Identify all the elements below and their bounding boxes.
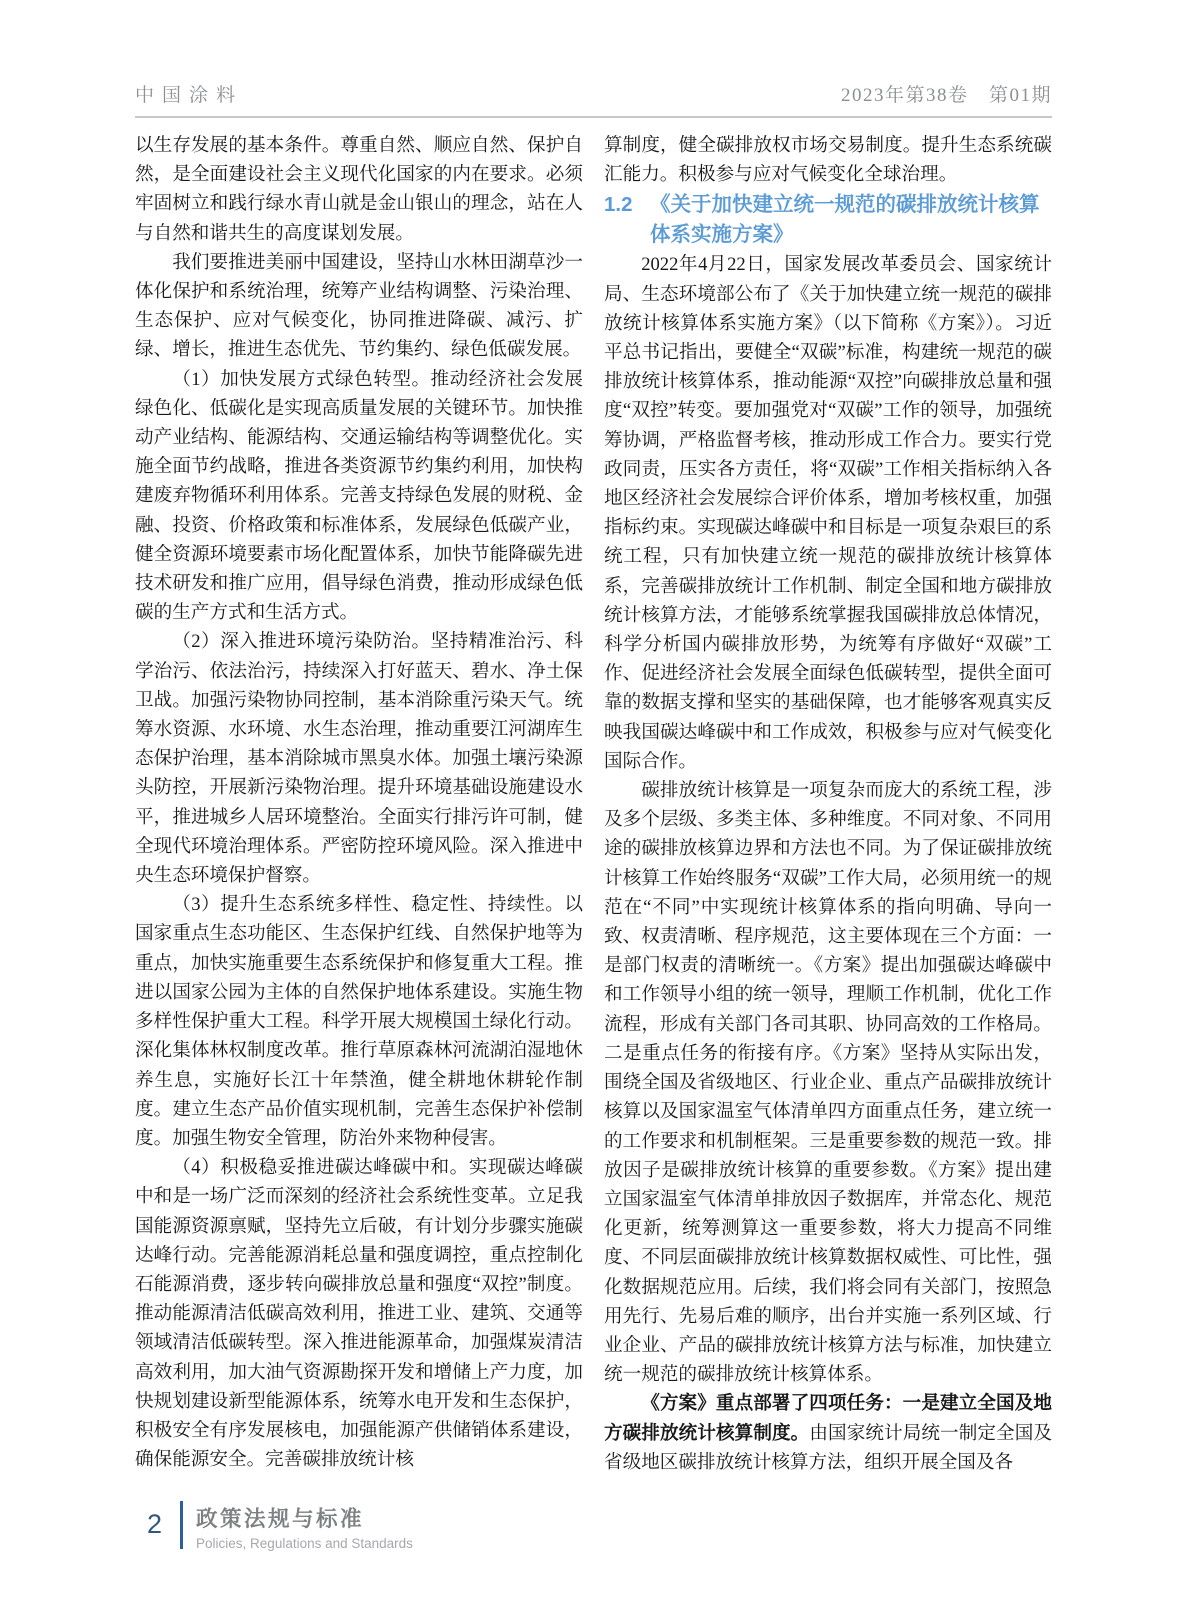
bold-lead-text: 《方案》重点部署了四项任务：一是建立全国及地方碳排放统计核算制度。 bbox=[604, 1393, 1052, 1444]
footer-section-titles bbox=[183, 1501, 413, 1551]
paragraph: 2022年4月22日，国家发展改革委员会、国家统计局、生态环境部公布了《关于加快建立统一规范的碳排放统计核算体系实施方案》（以下简称《方案》）。习近平总书记指出，要健全“双碳”标准，构建统一规范的碳排放统计核算体系，推动能源“双控”向碳排放总量和强度“双控”转变。要加强党对“双碳”工作的领导，加强统筹协调，严格监督考核，推动形成工作合力。要实行党政同责，压实各方责任，将“双碳”工作相关指标纳入各地区经济社会发展综合评价体系，增加考核权重，加强指标约束。实现碳达峰碳中和目标是一项复杂艰巨的系统工程，只有加快建立统一规范的碳排放统计核算体系，完善碳排放统计工作机制、制定全国和地方碳排放统计核算方法，才能够系统掌握我国碳排放总体情况，科学分析国内碳排放形势，为统筹有序做好“双碳”工作、促进经济社会发展全面绿色低碳转型，提供全面可靠的数据支撑和坚实的基础保障，也才能够客观真实反映我国碳达峰碳中和工作成效，积极参与应对气候变化国际合作。 bbox=[604, 254, 1052, 772]
paragraph: 以生存发展的基本条件。尊重自然、顺应自然、保护自然，是全面建设社会主义现代化国家的内在要求。必须牢固树立和践行绿水青山就是金山银山的理念，站在人与自然和谐共生的高度谋划发展。 bbox=[135, 135, 583, 244]
paragraph: （1）加快发展方式绿色转型。推动经济社会发展绿色化、低碳化是实现高质量发展的关键环节。加快推动产业结构、能源结构、交通运输结构等调整优化。实施全面节约战略，推进各类资源节约集约利用，加快构建废弃物循环利用体系。完善支持绿色发展的财税、金融、投资、价格政策和标准体系，发展绿色低碳产业，健全资源环境要素市场化配置体系，加快节能降碳先进技术研发和推广应用，倡导绿色消费，推动形成绿色低碳的生产方式和生活方式。 bbox=[135, 368, 583, 624]
paragraph: （3）提升生态系统多样性、稳定性、持续性。以国家重点生态功能区、生态保护红线、自然保护地等为重点，加快实施重要生态系统保护和修复重大工程。推进以国家公园为主体的自然保护地体系建设。实施生物多样性保护重大工程。科学开展大规模国土绿化行动。深化集体林权制度改革。推行草原森林河流湖泊湿地休养生息，实施好长江十年禁渔，健全耕地休耕轮作制度。建立生态产品价值实现机制，完善生态保护补偿制度。加强生物安全管理，防治外来物种侵害。 bbox=[135, 894, 583, 1149]
left-column bbox=[135, 131, 583, 1477]
paragraph: 碳排放统计核算是一项复杂而庞大的系统工程，涉及多个层级、多类主体、多种维度。不同对象、不同用途的碳排放核算边界和方法也不同。为了保证碳排放统计核算工作始终服务“双碳”工作大局，必须用统一的规范在“不同”中实现统计核算体系的指向明确、导向一致、权责清晰、程序规范，这主要体现在三个方面：一是部门权责的清晰统一。《方案》提出加强碳达峰碳中和工作领导小组的统一领导，理顺工作机制，优化工作流程，形成有关部门各司其职、协同高效的工作格局。二是重点任务的衔接有序。《方案》坚持从实际出发，围绕全国及省级地区、行业企业、重点产品碳排放统计核算以及国家温室气体清单四方面重点任务，建立统一的工作要求和机制框架。三是重要参数的规范一致。排放因子是碳排放统计核算的重要参数。《方案》提出建立国家温室气体清单排放因子数据库，并常态化、规范化更新，统筹测算这一重要参数，将大力提高不同维度、不同层面碳排放统计核算数据权威性、可比性，强化数据规范应用。后续，我们将会同有关部门，按照急用先行、先易后难的顺序，出台并实施一系列区域、行业企业、产品的碳排放统计核算方法与标准，加快建立统一规范的碳排放统计核算体系。 bbox=[604, 780, 1052, 1386]
section-title: 《关于加快建立统一规范的碳排放统计核算体系实施方案》 bbox=[650, 193, 1040, 246]
paragraph: 我们要推进美丽中国建设，坚持山水林田湖草沙一体化保护和系统治理，统筹产业结构调整、污染治理、生态保护、应对气候变化，协同推进降碳、减污、扩绿、增长，推进生态优先、节约集约、绿色低碳发展。 bbox=[135, 251, 583, 361]
footer-section-title-en: Policies, Regulations and Standards bbox=[196, 1536, 413, 1551]
article-body bbox=[135, 131, 1052, 1477]
paragraph: （4）积极稳妥推进碳达峰碳中和。实现碳达峰碳中和是一场广泛而深刻的经济社会系统性变革。立足我国能源资源禀赋，坚持先立后破，有计划分步骤实施碳达峰行动。完善能源消耗总量和强度调控，重点控制化石能源消费，逐步转向碳排放总量和强度“双控”制度。推动能源清洁低碳高效利用，推进工业、建筑、交通等领域清洁低碳转型。深入推进能源革命，加强煤炭清洁高效利用，加大油气资源勘探开发和增储上产力度，加快规划建设新型能源体系，统筹水电开发和生态保护，积极安全有序发展核电，加强能源产供储销体系建设，确保能源安全。完善碳排放统计核 bbox=[135, 1157, 583, 1471]
right-column bbox=[604, 131, 1052, 1477]
section-heading-1-2 bbox=[604, 190, 1052, 249]
paragraph: 算制度，健全碳排放权市场交易制度。提升生态系统碳汇能力。积极参与应对气候变化全球治理。 bbox=[604, 135, 1052, 186]
paragraph-rest: 由国家统计局统一制定全国及省级地区碳排放统计核算方法，组织开展全国及各 bbox=[604, 1422, 1052, 1473]
page-footer bbox=[137, 1501, 413, 1551]
journal-title: 中国涂料 bbox=[135, 85, 244, 106]
paragraph: （2）深入推进环境污染防治。坚持精准治污、科学治污、依法治污，持续深入打好蓝天、碧水、净土保卫战。加强污染物协同控制，基本消除重污染天气。统筹水资源、水环境、水生态治理，推动重要江河湖库生态保护治理，基本消除城市黑臭水体。加强土壤污染源头防控，开展新污染物治理。提升环境基础设施建设水平，推进城乡人居环境整治。全面实行排污许可制，健全现代环境治理体系。严密防控环境风险。深入推进中央生态环境保护督察。 bbox=[135, 631, 583, 887]
page-header bbox=[135, 80, 1052, 118]
paragraph-with-bold-lead bbox=[604, 1389, 1052, 1477]
issue-info: 2023年第38卷 第01期 bbox=[840, 85, 1052, 106]
page-number: 2 bbox=[147, 1509, 163, 1539]
section-number: 1.2 bbox=[604, 193, 633, 217]
footer-section-title-cn: 政策法规与标准 bbox=[196, 1507, 365, 1531]
